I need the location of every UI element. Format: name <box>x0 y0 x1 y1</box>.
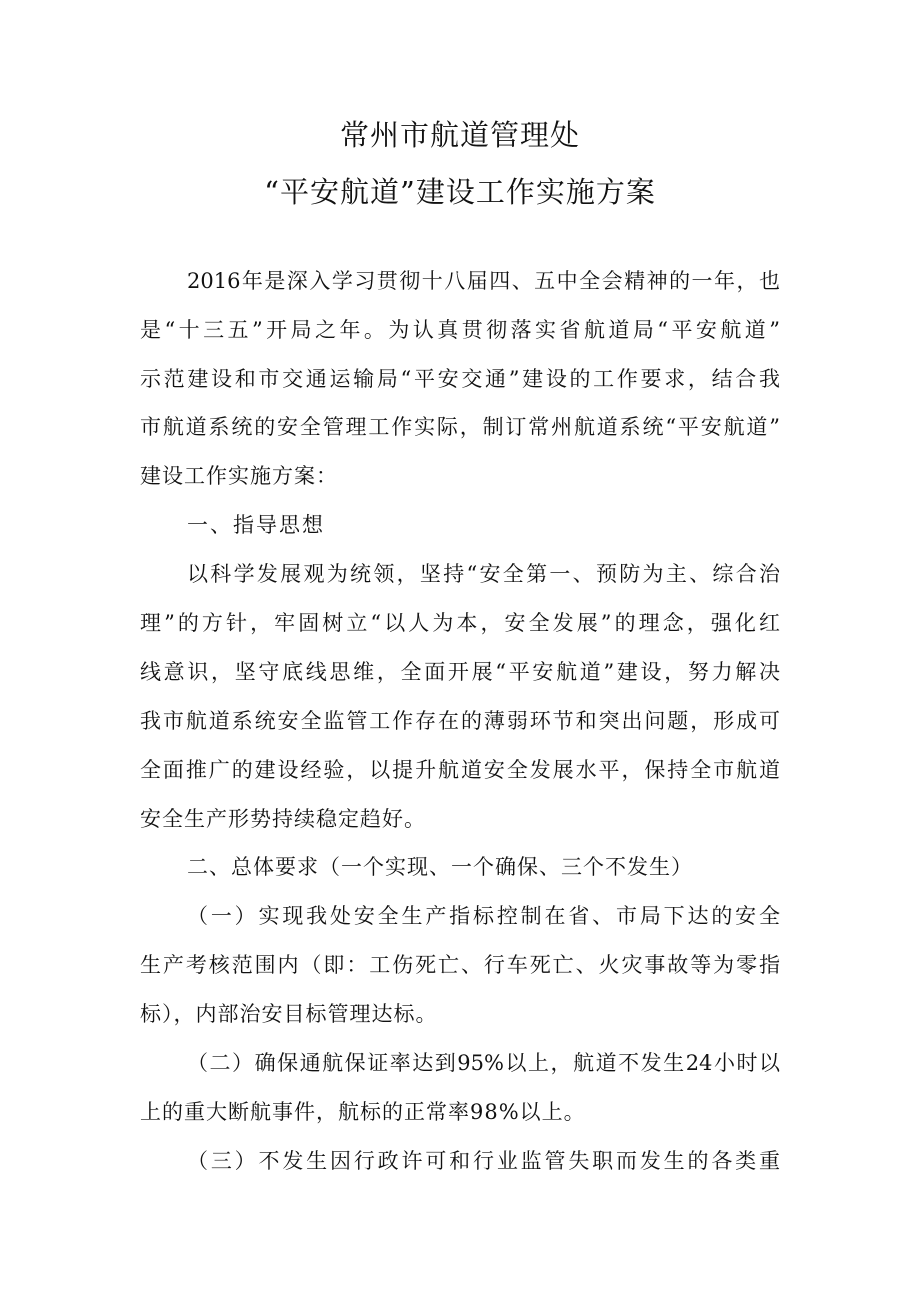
paragraph-line: 我市航道系统安全监管工作存在的薄弱环节和突出问题，形成可 <box>140 709 780 733</box>
section-heading: 二、总体要求（一个实现、一个确保、三个不发生） <box>187 855 693 879</box>
paragraph-line: 示范建设和市交通运输局“平安交通”建设的工作要求，结合我 <box>140 367 780 391</box>
paragraph-line: 标），内部治安目标管理达标。 <box>140 1002 438 1026</box>
paragraph-line: 以科学发展观为统领，坚持“安全第一、预防为主、综合治 <box>187 562 780 586</box>
document-title-line-1: 常州市航道管理处 <box>339 118 580 152</box>
section-heading: 一、指导思想 <box>187 513 325 537</box>
paragraph-line: 上的重大断航事件，航标的正常率98%以上。 <box>140 1100 586 1124</box>
document-title-line-2: “平安航道”建设工作实施方案 <box>264 175 656 209</box>
paragraph-line: 是“十三五”开局之年。为认真贯彻落实省航道局“平安航道” <box>140 318 780 342</box>
paragraph-line: 2016年是深入学习贯彻十八届四、五中全会精神的一年，也 <box>187 269 780 293</box>
paragraph-line: 安全生产形势持续稳定趋好。 <box>140 807 426 831</box>
paragraph-line: 生产考核范围内（即：工伤死亡、行车死亡、火灾事故等为零指 <box>140 953 780 977</box>
paragraph-line: 理”的方针，牢固树立“以人为本，安全发展”的理念，强化红 <box>140 611 780 635</box>
paragraph-line: 线意识，坚守底线思维，全面开展“平安航道”建设，努力解决 <box>140 660 780 684</box>
paragraph-line: 市航道系统的安全管理工作实际，制订常州航道系统“平安航道” <box>140 415 780 439</box>
paragraph-line: （三）不发生因行政许可和行业监管失职而发生的各类重 <box>187 1149 780 1173</box>
paragraph-line: 全面推广的建设经验，以提升航道安全发展水平，保持全市航道 <box>140 758 780 782</box>
paragraph-line: （二）确保通航保证率达到95%以上，航道不发生24小时以 <box>187 1051 780 1075</box>
paragraph-line: （一）实现我处安全生产指标控制在省、市局下达的安全 <box>187 904 780 928</box>
paragraph-line: 建设工作实施方案： <box>140 464 338 488</box>
